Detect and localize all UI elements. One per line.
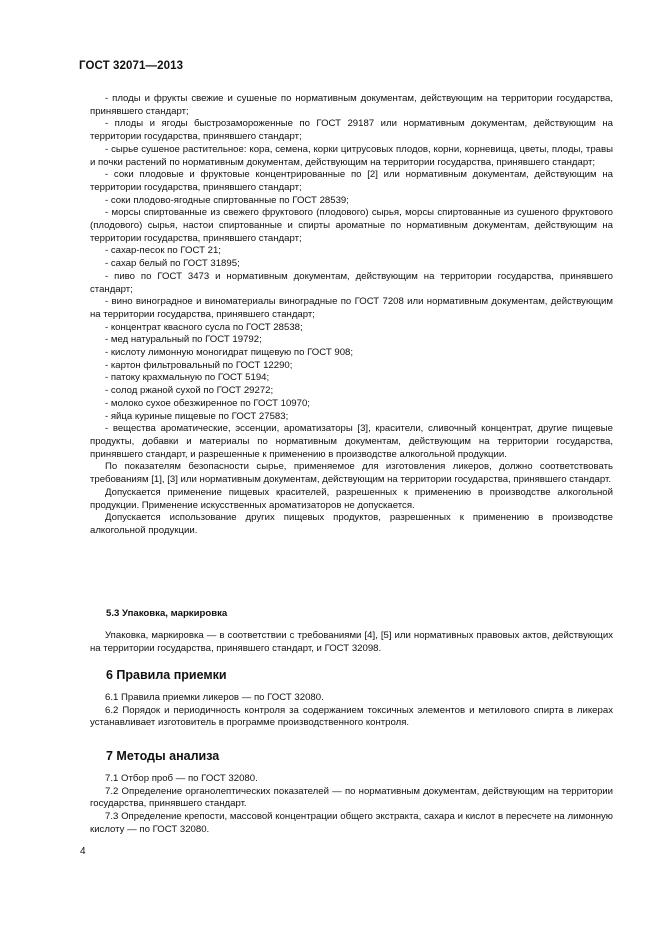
list-item: - плоды и ягоды быстрозамороженные по ГОСТ 29187 или нормативным документам, действующим на территории государства, принявшего стандарт; — [90, 118, 613, 143]
list-item: - мед натуральный по ГОСТ 19792; — [105, 334, 262, 346]
list-item: - молоко сухое обезжиренное по ГОСТ 10970; — [105, 397, 310, 409]
paragraph: 6.2 Порядок и периодичность контроля за содержанием токсичных элементов и метилового спирта в ликерах устанавливает изготовитель в программе производственного контроля. — [90, 704, 613, 729]
list-item: - патоку крахмальную по ГОСТ 5194; — [105, 372, 270, 384]
section-heading-5-3: 5.3 Упаковка, маркировка — [106, 608, 228, 619]
list-item: - пиво по ГОСТ 3473 и нормативным документам, действующим на территории государства, принявшего стандарт; — [90, 270, 613, 295]
page-number: 4 — [80, 846, 86, 857]
paragraph: Упаковка, маркировка — в соответствии с требованиями [4], [5] или нормативных правовых актов, действующих на территории государства, принявшего стандарт, и ГОСТ 32098. — [90, 630, 613, 654]
section-5-3-body — [90, 630, 613, 655]
section-heading-6: 6 Правила приемки — [106, 668, 227, 682]
list-item: - вещества ароматические, эссенции, ароматизаторы [3], красители, сливочный концентрат, другие пищевые продукты, добавки и материалы по нормативным документам, действующим на территории государства, принявшего стандарт, и разрешенные к применению в производстве алкогольной продукции. — [90, 423, 613, 460]
list-item: - яйца куриные пищевые по ГОСТ 27583; — [105, 410, 289, 422]
list-item: - концентрат квасного сусла по ГОСТ 28538; — [105, 321, 303, 333]
paragraph: По показателям безопасности сырье, применяемое для изготовления ликеров, должно соответствовать требованиям [1], [3] или нормативным документам, действующим на территории государства, принявшего стандарт. — [90, 461, 613, 486]
list-item: - вино виноградное и виноматериалы виноградные по ГОСТ 7208 или нормативным документам, действующим на территории государства, принявшего стандарт; — [90, 296, 613, 320]
list-item: - плоды и фрукты свежие и сушеные по нормативным документам, действующим на территории государства, принявшего стандарт; — [90, 93, 613, 117]
list-item: - сахар белый по ГОСТ 31895; — [105, 258, 240, 270]
paragraph: 7.2 Определение органолептических показателей — по нормативным документам, действующим на территории государства, принявшего стандарт. — [90, 785, 613, 810]
list-item: - морсы спиртованные из свежего фруктового (плодового) сырья, морсы спиртованные из сушеного фруктового (плодового) сырья, настои спиртованные и спирты ароматные по нормативным документам, действующим на территории государства, принявшего стандарт; — [90, 207, 613, 244]
paragraph: 7.3 Определение крепости, массовой концентрации общего экстракта, сахара и кислот в пересчете на лимонную кислоту — по ГОСТ 32080. — [90, 811, 613, 835]
document-header: ГОСТ 32071—2013 — [79, 60, 184, 72]
list-item: - картон фильтровальный по ГОСТ 12290; — [105, 359, 293, 371]
paragraph: Допускается применение пищевых красителей, разрешенных к применению в производстве алкогольной продукции. Применение искусственных ароматизаторов не допускается. — [90, 486, 613, 511]
list-item: - солод ржаной сухой по ГОСТ 29272; — [105, 385, 274, 397]
paragraph: Допускается использование других пищевых продуктов, разрешенных к применению в производстве алкогольной продукции. — [90, 512, 613, 536]
section-heading-7: 7 Методы анализа — [106, 749, 220, 763]
list-item: - соки плодовые и фруктовые концентрированные по [2] или нормативным документам, действующим на территории государства, принявшего стандарт; — [90, 169, 613, 193]
list-item: - соки плодово-ягодные спиртованные по ГОСТ 28539; — [105, 194, 349, 206]
section-6-body — [90, 692, 613, 730]
list-item: - сырье сушеное растительное: кора, семена, корки цитрусовых плодов, корни, корневища, цветы, плоды, травы и почки растений по нормативным документам, действующим на территории государства, принявшего стандарт; — [90, 143, 613, 168]
list-item: - кислоту лимонную моногидрат пищевую по ГОСТ 908; — [105, 347, 354, 359]
list-item: - сахар-песок по ГОСТ 21; — [105, 245, 221, 257]
section-7-body — [90, 773, 613, 837]
paragraph: 7.1 Отбор проб — по ГОСТ 32080. — [105, 773, 258, 784]
materials-list — [90, 93, 613, 538]
paragraph: 6.1 Правила приемки ликеров — по ГОСТ 32080. — [105, 692, 324, 703]
